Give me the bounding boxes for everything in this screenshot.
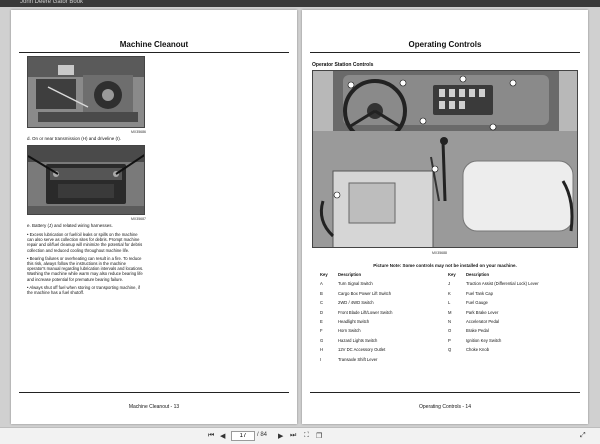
key-row xyxy=(320,319,392,328)
bullet-text: • Excess lubrication or fuel/oil leaks or spills on the machine can also serve as collection sites for debris. Prompt machine repair and oil/fuel cleanup will minimize the potential for debris collection and reduced cooling throughout machine life. xyxy=(27,232,143,253)
battery-photo xyxy=(27,145,145,215)
key-letter: P xyxy=(448,337,451,343)
key-letter: C xyxy=(320,300,324,306)
footer-divider xyxy=(310,392,580,393)
key-desc: Park Brake Lever xyxy=(466,309,499,315)
key-letter: O xyxy=(448,328,452,334)
key-header: Key xyxy=(448,272,456,277)
key-desc: 2WD / 4WD Switch xyxy=(338,300,374,306)
key-row xyxy=(320,347,392,356)
key-desc: Turn Signal Switch xyxy=(338,281,373,287)
footer-divider xyxy=(19,392,289,393)
key-row xyxy=(448,328,539,337)
next-page-icon[interactable]: ▶ xyxy=(278,433,284,440)
battery-illustration xyxy=(28,146,145,215)
fullscreen-icon[interactable]: ⤢ xyxy=(580,432,586,439)
window-title: John Deere Gator Book xyxy=(20,0,84,5)
key-row xyxy=(448,310,539,319)
key-desc: Transaxle Shift Lever xyxy=(338,356,378,362)
key-row xyxy=(320,338,392,347)
key-table-header xyxy=(448,272,539,281)
key-row xyxy=(320,310,392,319)
key-desc: 12V DC Accessory Outlet xyxy=(338,347,386,353)
last-page-icon[interactable]: ⏭ xyxy=(290,432,297,439)
bullet-text: • Bearing failures or overheating can result in a fire. To reduce this risk, always follow the instructions in the machine operator's manual regarding lubrication intervals and locations. Washing the machine while warm may also reduce bearing life and increase potential for premature bearing failure. xyxy=(27,255,144,282)
fit-page-icon[interactable]: ⛶ xyxy=(304,432,309,439)
key-row xyxy=(320,291,392,300)
key-letter: J xyxy=(448,281,451,287)
key-row xyxy=(448,281,539,290)
cleanout-bullets xyxy=(27,232,145,298)
previous-page-icon[interactable]: ◀ xyxy=(220,433,226,440)
section-subtitle: Operator Station Controls xyxy=(312,62,374,68)
document-viewer[interactable] xyxy=(0,7,600,427)
operator-station-photo xyxy=(312,70,578,248)
key-desc: Fuel Gauge xyxy=(466,300,488,306)
key-desc: Choke Knob xyxy=(466,347,490,353)
key-letter: G xyxy=(320,337,324,343)
key-letter: D xyxy=(320,309,324,315)
key-desc: Front Blade Lift/Lower Switch xyxy=(338,309,393,315)
two-page-view-icon[interactable]: ❐ xyxy=(316,433,323,440)
transmission-illustration xyxy=(28,57,145,128)
key-letter: Q xyxy=(448,347,452,353)
key-row xyxy=(320,328,392,337)
photo-code: MX35688 xyxy=(432,251,447,255)
key-row xyxy=(448,338,539,347)
key-header: Key xyxy=(320,272,328,277)
key-row xyxy=(320,357,392,366)
key-row xyxy=(448,291,539,300)
key-letter: E xyxy=(320,318,323,324)
desc-header: Description xyxy=(466,272,490,277)
key-row xyxy=(448,347,539,356)
key-desc: Accelerator Pedal xyxy=(466,318,500,324)
operator-station-illustration xyxy=(313,71,578,248)
key-letter: L xyxy=(448,300,451,306)
photo-code: MX35687 xyxy=(131,217,146,221)
key-desc: Cargo Box Power Lift Switch xyxy=(338,290,392,296)
page-footer: Machine Cleanout - 13 xyxy=(128,404,180,410)
photo-code: MX35686 xyxy=(131,130,146,134)
caption-d: d. On or near transmission (H) and driveline (I). xyxy=(27,136,122,141)
page-number-input[interactable] xyxy=(231,431,255,441)
picture-note: Picture Note: Some controls may not be installed on your machine. xyxy=(373,263,517,268)
total-pages: / 84 xyxy=(257,432,268,438)
key-row xyxy=(320,281,392,290)
key-letter: M xyxy=(448,309,452,315)
page-machine-cleanout xyxy=(11,10,297,424)
key-table-header xyxy=(320,272,392,281)
title-divider xyxy=(310,52,580,53)
key-row xyxy=(448,319,539,328)
key-letter: H xyxy=(320,347,324,353)
key-letter: K xyxy=(448,290,451,296)
key-letter: F xyxy=(320,328,323,334)
page-operating-controls xyxy=(302,10,588,424)
pdf-toolbar xyxy=(0,427,600,444)
title-bar xyxy=(0,0,600,7)
bullet-text: • Always shut off fuel when storing or transporting machine, if the machine has a fuel shutoff. xyxy=(27,284,140,296)
key-desc: Hazard Lights Switch xyxy=(338,337,378,343)
page-title: Operating Controls xyxy=(408,40,482,49)
key-letter: N xyxy=(448,318,452,324)
title-divider xyxy=(19,52,289,53)
key-row xyxy=(448,300,539,309)
first-page-icon[interactable]: ⏮ xyxy=(208,432,215,439)
key-letter: B xyxy=(320,290,323,296)
key-desc: Fuel Tank Cap xyxy=(466,290,493,296)
key-row xyxy=(320,300,392,309)
key-desc: Brake Pedal xyxy=(466,328,489,334)
key-desc: Horn Switch xyxy=(338,328,361,334)
key-table-left xyxy=(320,272,392,366)
page-title: Machine Cleanout xyxy=(119,40,189,49)
key-desc: Traction Assist (Differential Lock) Lever xyxy=(466,281,539,287)
desc-header: Description xyxy=(338,272,362,277)
key-table-right xyxy=(448,272,539,357)
key-letter: A xyxy=(320,281,323,287)
key-desc: Headlight Switch xyxy=(338,318,370,324)
key-letter: I xyxy=(320,356,322,362)
transmission-photo xyxy=(27,56,145,128)
page-footer: Operating Controls - 14 xyxy=(419,404,471,410)
caption-e: e. Battery (J) and related wiring harnesses. xyxy=(27,223,113,228)
key-desc: Ignition Key Switch xyxy=(466,337,502,343)
